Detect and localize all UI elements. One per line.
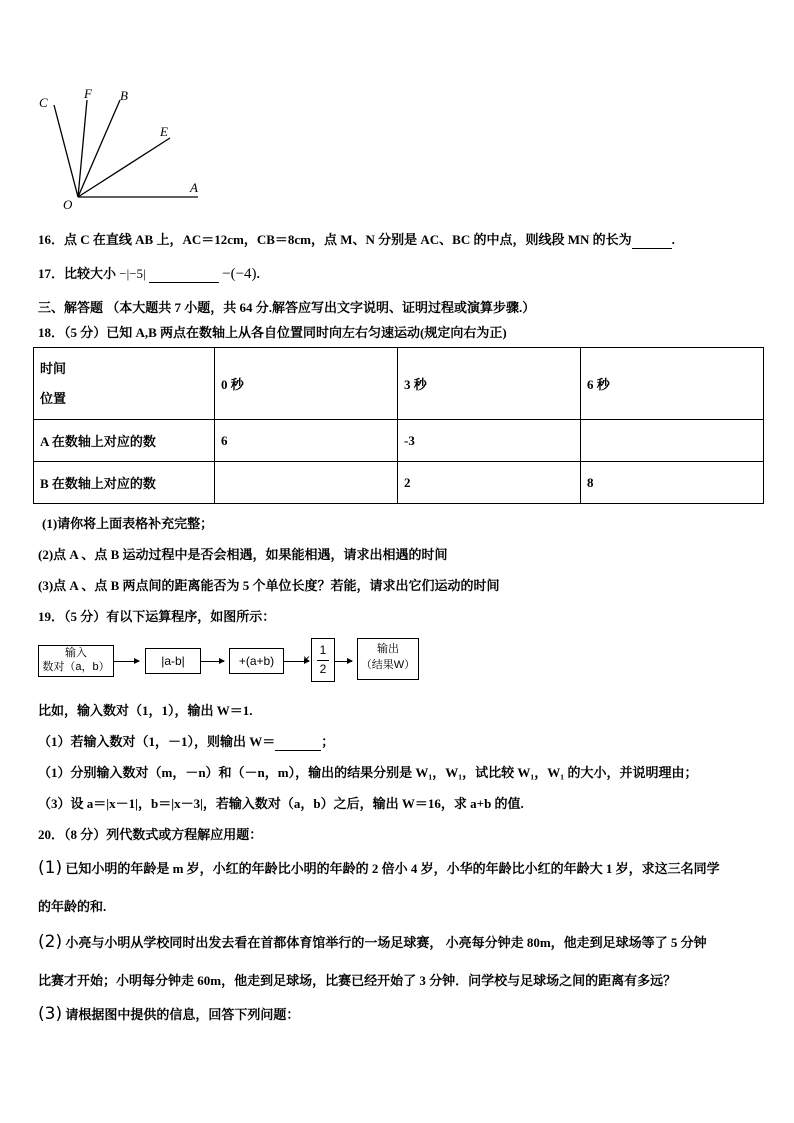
- ray-oc: [54, 105, 78, 197]
- ray-oe: [78, 138, 170, 197]
- question-18-part-1: (1)请你将上面表格补充完整；: [42, 516, 214, 531]
- question-20-part-3-number: (3): [38, 1004, 63, 1024]
- label-o: O: [63, 197, 73, 212]
- question-20-part-1-number: (1): [38, 858, 63, 878]
- flow-abs-box: |a-b|: [145, 648, 201, 674]
- table-header-cell: 3 秒: [398, 348, 581, 420]
- question-20-part-1-line1: 已知小明的年龄是 m 岁，小红的年龄比小明的年龄的 2 倍小 4 岁，小华的年龄比小红的年龄大 1 岁，求这三名同学: [65, 861, 720, 876]
- question-16: [38, 229, 675, 249]
- flow-input-line2: 数对（a，b）: [42, 661, 110, 673]
- flow-arrow: [334, 661, 352, 662]
- flow-arrow: [113, 661, 139, 662]
- label-b: B: [120, 88, 128, 103]
- question-17-left-expr: −|−5|: [119, 266, 146, 281]
- flow-output-line2: （结果W）: [360, 659, 416, 671]
- table-cell: 2: [398, 462, 581, 504]
- question-20-part-1: [38, 858, 720, 878]
- question-20-stem: 20．（8 分）列代数式或方程解应用题：: [38, 827, 263, 842]
- question-20-part-2-line2: 比赛才开始；小明每分钟走 60m，他走到足球场，比赛已经开始了 3 分钟．问学校与足球场之间的距离有多远？: [38, 973, 677, 988]
- question-16-end: .: [671, 232, 675, 247]
- flow-fraction-bar: [317, 660, 329, 661]
- question-20-part-2: [38, 932, 707, 952]
- question-18-stem: 18．（5 分）已知 A,B 两点在数轴上从各自位置同时向左右匀速运动(规定向右为正): [38, 325, 507, 340]
- question-20-part-2-number: (2): [38, 932, 63, 952]
- table-cell[interactable]: [581, 420, 764, 462]
- question-17-prefix: 17．比较大小: [38, 266, 117, 281]
- table-row-label: A 在数轴上对应的数: [34, 420, 215, 462]
- flow-multiply-box: [303, 638, 335, 682]
- table-row: [34, 462, 764, 504]
- question-19-part-1-text: （1）若输入数对（1，－1），则输出 W＝: [38, 734, 276, 749]
- flow-input-line1: 输入: [65, 647, 87, 659]
- question-20-part-1-line2: 的年龄的和.: [38, 899, 107, 914]
- label-a: A: [190, 180, 198, 195]
- table-header-cell: 0 秒: [215, 348, 398, 420]
- corner-position-label: 位置: [40, 390, 67, 406]
- flow-arrow: [200, 661, 224, 662]
- question-18-part-2: (2)点 A 、点 B 运动过程中是否会相遇，如果能相遇，请求出相遇的时间: [38, 547, 448, 562]
- answer-blank-17[interactable]: [149, 266, 219, 283]
- flow-output-box: [357, 638, 419, 680]
- question-17: [38, 263, 260, 283]
- angle-figure: [30, 80, 220, 215]
- question-17-right-expr: −(−4): [222, 266, 257, 282]
- flow-times-sign: ×: [303, 652, 311, 666]
- answer-blank-19[interactable]: [275, 734, 321, 751]
- label-f: F: [84, 86, 92, 101]
- section-3-heading: 三、解答题 （本大题共 7 小题，共 64 分.解答应写出文字说明、证明过程或演算步骤.）: [38, 300, 536, 315]
- table-row: [34, 420, 764, 462]
- question-20-part-3-line1: 请根据图中提供的信息，回答下列问题：: [65, 1007, 300, 1022]
- table-corner-cell: [34, 348, 215, 420]
- question-19-part-3: （3）设 a＝|x－1|，b＝|x－3|，若输入数对（a，b）之后，输出 W＝16，求 a+b 的值.: [38, 796, 524, 811]
- question-16-text: 16．点 C 在直线 AB 上，AC＝12cm，CB＝8cm，点 M、N 分别是 AC、BC 的中点，则线段 MN 的长为: [38, 232, 632, 247]
- flow-add-box: +(a+b): [229, 648, 284, 674]
- flow-fraction-numerator: 1: [319, 643, 327, 657]
- table-cell: 6: [215, 420, 398, 462]
- ray-of: [78, 100, 87, 197]
- question-19-example: 比如，输入数对（1，1），输出 W＝1.: [38, 703, 253, 718]
- flow-output-line1: 输出: [377, 643, 399, 655]
- question-19-part-1-end: ；: [321, 734, 335, 749]
- question-17-end: .: [256, 266, 260, 281]
- corner-time-label: 时间: [40, 360, 67, 376]
- question-18-part-3: (3)点 A 、点 B 两点间的距离能否为 5 个单位长度？若能，请求出它们运动的时间: [38, 578, 500, 593]
- question-19-part-2: （1）分别输入数对（m，－n）和（－n，m），输出的结果分别是 W₁，W₁，试比较 W₁，W₁ 的大小，并说明理由；: [38, 765, 698, 780]
- table-row-label: B 在数轴上对应的数: [34, 462, 215, 504]
- question-20-part-3: [38, 1004, 299, 1024]
- ray-ob: [78, 100, 120, 197]
- flow-input-box: [38, 645, 114, 677]
- flow-fraction-denominator: 2: [319, 662, 327, 676]
- table-cell: 8: [581, 462, 764, 504]
- question-20-part-2-line1: 小亮与小明从学校同时出发去看在首都体育馆举行的一场足球赛， 小亮每分钟走 80m，他走到足球场等了 5 分钟: [65, 935, 707, 950]
- question-19-stem: 19．（5 分）有以下运算程序，如图所示：: [38, 609, 276, 624]
- table-cell[interactable]: [215, 462, 398, 504]
- question-19-part-1: [38, 731, 334, 751]
- label-c: C: [39, 95, 48, 110]
- table-header-row: [34, 348, 764, 420]
- table-header-cell: 6 秒: [581, 348, 764, 420]
- table-cell: -3: [398, 420, 581, 462]
- label-e: E: [160, 124, 168, 139]
- question-18-table: [33, 347, 764, 504]
- answer-blank-16[interactable]: [632, 232, 672, 249]
